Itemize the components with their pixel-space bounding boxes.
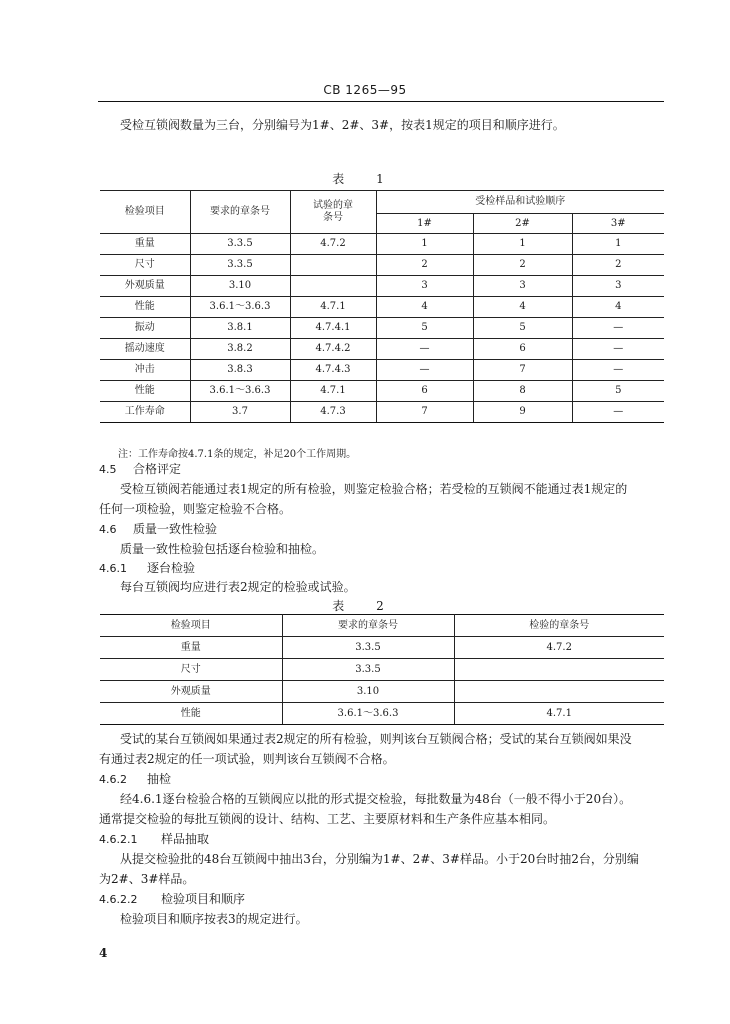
para-4-6-2-1-line1: 从提交检验批的48台互锁阀中抽出3台，分别编为1#、2#、3#样品。小于20台时抽2台，分别编 [120, 852, 639, 866]
standard-code-header: CB 1265—95 [323, 83, 407, 97]
table1 [100, 190, 664, 423]
table-header-row [100, 615, 664, 637]
table-row: 外观质量 3.10 [100, 681, 664, 703]
table-row: 性能 3.6.1～3.6.3 4.7.1 4 4 4 [100, 297, 664, 318]
table-row: 外观质量 3.10 3 3 3 [100, 276, 664, 297]
t1-header-samples: 受检样品和试验顺序 [376, 191, 664, 214]
t2-header-item: 检验项目 [100, 615, 282, 637]
table-row: 振动 3.8.1 4.7.4.1 5 5 — [100, 318, 664, 339]
para-table2-line2: 有通过表2规定的任一项试验，则判该台互锁阀不合格。 [99, 752, 395, 766]
table1-title: 表 1 [332, 172, 398, 186]
table-row: 重量 3.3.5 4.7.2 1 1 1 [100, 234, 664, 255]
para-4-6: 质量一致性检验包括逐台检验和抽检。 [120, 542, 325, 556]
t2-header-test: 检验的章条号 [454, 615, 664, 637]
section-4-6: 4.6 质量一致性检验 [99, 522, 218, 536]
section-4-6-2-1: 4.6.2.1 样品抽取 [99, 832, 210, 846]
t1-header-s3: 3# [572, 214, 664, 234]
table-row: 冲击 3.8.3 4.7.4.3 — 7 — [100, 360, 664, 381]
t1-header-req: 要求的章条号 [190, 191, 290, 234]
section-4-5: 4.5 合格评定 [99, 462, 182, 476]
t1-header-item: 检验项目 [100, 191, 190, 234]
table-row: 尺寸 3.3.5 2 2 2 [100, 255, 664, 276]
header-rule [98, 101, 664, 102]
t1-header-s1: 1# [376, 214, 473, 234]
table-row: 尺寸 3.3.5 [100, 659, 664, 681]
table2-title: 表 2 [332, 599, 398, 613]
table-row: 重量 3.3.5 4.7.2 [100, 637, 664, 659]
section-4-6-2: 4.6.2 抽检 [99, 772, 172, 786]
para-4-6-2-1-line2: 为2#、3#样品。 [99, 872, 195, 886]
para-4-5-line1: 受检互锁阀若能通过表1规定的所有检验，则鉴定检验合格；若受检的互锁阀不能通过表1规定的 [120, 482, 628, 496]
t1-header-s2: 2# [473, 214, 572, 234]
para-4-6-1: 每台互锁阀均应进行表2规定的检验或试验。 [120, 580, 356, 594]
intro-paragraph: 受检互锁阀数量为三台，分别编号为1#、2#、3#，按表1规定的项目和顺序进行。 [120, 118, 565, 132]
table-row: 摇动速度 3.8.2 4.7.4.2 — 6 — [100, 339, 664, 360]
table-row: 性能 3.6.1～3.6.3 4.7.1 [100, 703, 664, 725]
table-row: 性能 3.6.1～3.6.3 4.7.1 6 8 5 [100, 381, 664, 402]
para-4-6-2-line2: 通常提交检验的每批互锁阀的设计、结构、工艺、主要原材料和生产条件应基本相同。 [99, 812, 556, 826]
section-4-6-2-2: 4.6.2.2 检验项目和顺序 [99, 892, 246, 906]
para-table2-line1: 受试的某台互锁阀如果通过表2规定的所有检验，则判该台互锁阀合格；受试的某台互锁阀如果没 [120, 732, 632, 746]
t1-header-test: 试验的章条号 [290, 191, 376, 234]
para-4-5-line2: 任何一项检验，则鉴定检验不合格。 [99, 502, 292, 516]
t2-header-req: 要求的章条号 [282, 615, 454, 637]
para-4-6-2-line1: 经4.6.1逐台检验合格的互锁阀应以批的形式提交检验，每批数量为48台（一般不得小于20台）。 [120, 792, 632, 806]
page-number: 4 [99, 946, 108, 960]
section-4-6-1: 4.6.1 逐台检验 [99, 561, 196, 575]
table2 [100, 614, 664, 725]
table1-note: 注：工作寿命按4.7.1条的规定，补足20个工作周期。 [118, 449, 357, 460]
table-row: 工作寿命 3.7 4.7.3 7 9 — [100, 402, 664, 423]
para-4-6-2-2: 检验项目和顺序按表3的规定进行。 [120, 912, 308, 926]
